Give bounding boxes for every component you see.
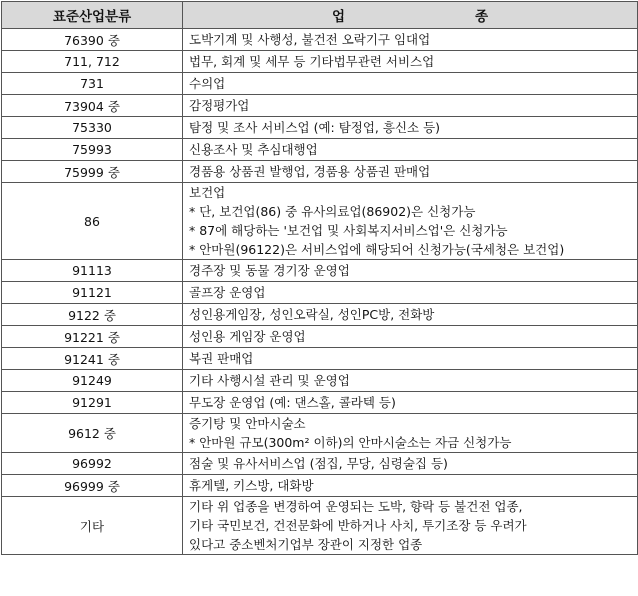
table-row: [2, 161, 638, 183]
industry-code-cell: 9612 중: [2, 414, 183, 453]
industry-code-cell: 711, 712: [2, 51, 183, 73]
table-row: [2, 497, 638, 555]
industry-description-cell: [183, 73, 638, 95]
industry-description: 경품용 상품권 발행업, 경품용 상품권 판매업: [189, 164, 431, 179]
table-row: [2, 348, 638, 370]
industry-description-cell: [183, 117, 638, 139]
industry-code-cell: 75993: [2, 139, 183, 161]
industry-code-cell: 731: [2, 73, 183, 95]
industry-description: 증기탕 및 안마시술소: [189, 416, 306, 431]
industry-description-cell: [183, 183, 638, 260]
industry-code-cell: 기타: [2, 497, 183, 555]
industry-description: 성인용 게임장 운영업: [189, 329, 306, 344]
industry-description-cell: [183, 51, 638, 73]
table-row: [2, 304, 638, 326]
industry-code-cell: 76390 중: [2, 29, 183, 51]
industry-code-cell: 96992: [2, 453, 183, 475]
industry-description-cell: [183, 95, 638, 117]
industry-note: * 단, 보건업(86) 중 유사의료업(86902)은 신청가능: [189, 204, 476, 219]
table-row: [2, 95, 638, 117]
industry-description: 휴게텔, 키스방, 대화방: [189, 478, 314, 493]
industry-code-cell: 9122 중: [2, 304, 183, 326]
industry-description: 골프장 운영업: [189, 285, 266, 300]
table-row: [2, 326, 638, 348]
industry-description-cell: [183, 475, 638, 497]
industry-description-cell: [183, 370, 638, 392]
industry-code-cell: 75999 중: [2, 161, 183, 183]
industry-description-cell: [183, 260, 638, 282]
industry-description-cell: [183, 139, 638, 161]
industry-description-cell: [183, 304, 638, 326]
table-row: [2, 260, 638, 282]
table-row: [2, 282, 638, 304]
table-row: [2, 392, 638, 414]
industry-description: 기타 사행시설 관리 및 운영업: [189, 373, 350, 388]
industry-description: 성인용게임장, 성인오락실, 성인PC방, 전화방: [189, 307, 435, 322]
industry-description-cell: [183, 414, 638, 453]
table-row: [2, 475, 638, 497]
table-row: [2, 73, 638, 95]
industry-description: 도박기계 및 사행성, 불건전 오락기구 임대업: [189, 32, 431, 47]
table-row: [2, 183, 638, 260]
industry-description-cell: [183, 326, 638, 348]
industry-code-cell: 75330: [2, 117, 183, 139]
industry-description: 점술 및 유사서비스업 (점집, 무당, 심령술집 등): [189, 456, 448, 471]
industry-description-cell: [183, 453, 638, 475]
restricted-industry-table: [1, 1, 638, 555]
industry-description-cell: [183, 348, 638, 370]
table-row: [2, 370, 638, 392]
industry-description: 법무, 회계 및 세무 등 기타법무관련 서비스업: [189, 54, 435, 69]
industry-description: 복권 판매업: [189, 351, 254, 366]
industry-description: 수의업: [189, 76, 226, 91]
industry-description: 경주장 및 동물 경기장 운영업: [189, 263, 350, 278]
industry-header-char-1: 업: [331, 9, 345, 25]
industry-note: 기타 국민보건, 건전문화에 반하거나 사치, 투기조장 등 우려가: [189, 518, 527, 533]
industry-description-cell: [183, 392, 638, 414]
industry-column-header: [183, 2, 638, 29]
code-column-header: 표준산업분류: [2, 2, 183, 29]
industry-code-cell: 91291: [2, 392, 183, 414]
table-header-row: [2, 2, 638, 29]
industry-code-cell: 91221 중: [2, 326, 183, 348]
industry-description: 탐정 및 조사 서비스업 (예: 탐정업, 흥신소 등): [189, 120, 441, 135]
industry-code-cell: 91113: [2, 260, 183, 282]
industry-code-cell: 86: [2, 183, 183, 260]
table-row: [2, 29, 638, 51]
industry-note: * 안마원(96122)은 서비스업에 해당되어 신청가능(국세청은 보건업): [189, 242, 565, 257]
industry-note: 있다고 중소벤처기업부 장관이 지정한 업종: [189, 537, 423, 552]
industry-note: * 안마원 규모(300m² 이하)의 안마시술소는 자금 신청가능: [189, 435, 512, 450]
industry-description-cell: [183, 282, 638, 304]
table-row: [2, 139, 638, 161]
industry-description-cell: [183, 29, 638, 51]
table-body: [2, 29, 638, 555]
industry-description-cell: [183, 497, 638, 555]
table-row: [2, 453, 638, 475]
industry-description: 무도장 운영업 (예: 댄스홀, 콜라텍 등): [189, 395, 396, 410]
table-row: [2, 414, 638, 453]
table-row: [2, 51, 638, 73]
industry-description: 신용조사 및 추심대행업: [189, 142, 318, 157]
industry-code-cell: 73904 중: [2, 95, 183, 117]
industry-code-cell: 96999 중: [2, 475, 183, 497]
industry-code-cell: 91241 중: [2, 348, 183, 370]
industry-note: * 87에 해당하는 '보건업 및 사회복지서비스업'은 신청가능: [189, 223, 508, 238]
industry-description: 기타 위 업종을 변경하여 운영되는 도박, 향락 등 불건전 업종,: [189, 499, 523, 514]
industry-description: 보건업: [189, 185, 226, 200]
industry-header-char-2: 종: [475, 9, 489, 25]
industry-code-cell: 91121: [2, 282, 183, 304]
industry-code-cell: 91249: [2, 370, 183, 392]
industry-description-cell: [183, 161, 638, 183]
industry-description: 감정평가업: [189, 98, 250, 113]
table-row: [2, 117, 638, 139]
